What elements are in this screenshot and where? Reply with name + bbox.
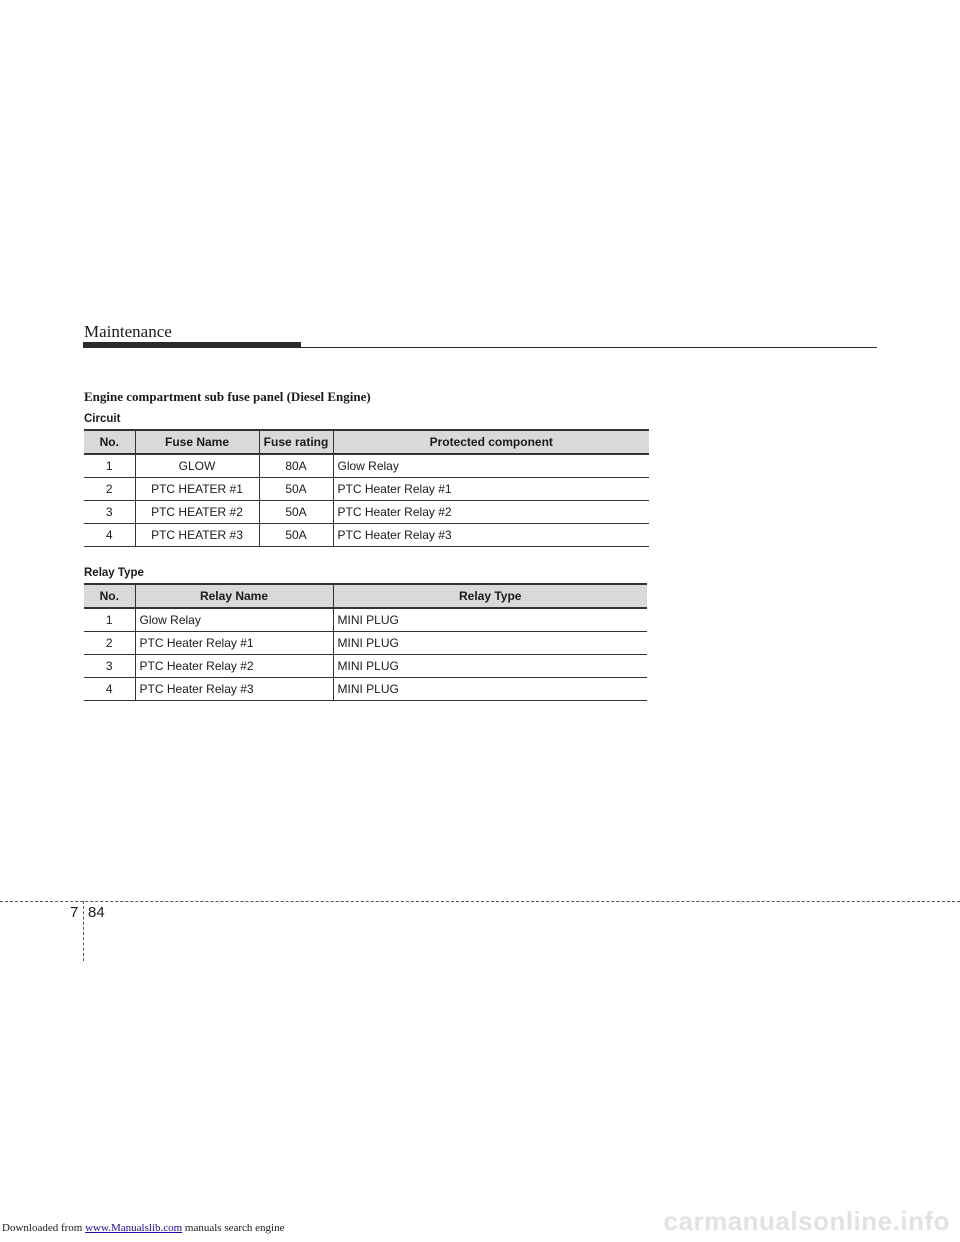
circuit-cell-no: 1 xyxy=(84,454,135,478)
table-row xyxy=(84,632,647,655)
circuit-cell-protected-component: PTC Heater Relay #3 xyxy=(333,524,649,547)
relay-cell-relay-name: PTC Heater Relay #3 xyxy=(135,678,333,701)
table-row xyxy=(84,454,649,478)
circuit-cell-fuse-name: GLOW xyxy=(135,454,259,478)
relay-cell-no: 2 xyxy=(84,632,135,655)
circuit-cell-fuse-name: PTC HEATER #1 xyxy=(135,478,259,501)
relay-table xyxy=(84,583,647,701)
download-prefix: Downloaded from xyxy=(2,1222,86,1234)
relay-header-row xyxy=(84,584,647,608)
footer-dashed-rule xyxy=(0,901,960,902)
circuit-header-row xyxy=(84,430,649,454)
download-suffix: manuals search engine xyxy=(182,1222,285,1234)
download-notice xyxy=(2,1222,284,1234)
relay-caption: Relay Type xyxy=(84,567,144,579)
circuit-header-fuse-name: Fuse Name xyxy=(135,430,259,454)
relay-cell-relay-type: MINI PLUG xyxy=(333,655,647,678)
header-rule-thin xyxy=(83,347,877,348)
relay-header-no: No. xyxy=(84,584,135,608)
section-title: Engine compartment sub fuse panel (Diesel Engine) xyxy=(84,389,371,404)
circuit-cell-protected-component: Glow Relay xyxy=(333,454,649,478)
circuit-table xyxy=(84,429,649,547)
relay-cell-relay-name: PTC Heater Relay #1 xyxy=(135,632,333,655)
chapter-number: 7 xyxy=(70,904,79,921)
manualslib-link[interactable]: www.Manualslib.com xyxy=(85,1222,183,1234)
table-row xyxy=(84,478,649,501)
circuit-cell-no: 4 xyxy=(84,524,135,547)
relay-cell-relay-name: PTC Heater Relay #2 xyxy=(135,655,333,678)
circuit-caption: Circuit xyxy=(84,413,121,425)
table-row xyxy=(84,655,647,678)
relay-header-relay-type: Relay Type xyxy=(333,584,647,608)
relay-cell-no: 4 xyxy=(84,678,135,701)
circuit-cell-no: 2 xyxy=(84,478,135,501)
circuit-cell-fuse-rating: 50A xyxy=(259,501,333,524)
circuit-header-no: No. xyxy=(84,430,135,454)
circuit-header-protected-component: Protected component xyxy=(333,430,649,454)
circuit-cell-fuse-name: PTC HEATER #2 xyxy=(135,501,259,524)
relay-cell-no: 3 xyxy=(84,655,135,678)
relay-cell-relay-type: MINI PLUG xyxy=(333,608,647,632)
page-header-title: Maintenance xyxy=(84,322,172,341)
circuit-cell-protected-component: PTC Heater Relay #2 xyxy=(333,501,649,524)
relay-cell-relay-type: MINI PLUG xyxy=(333,632,647,655)
circuit-cell-fuse-rating: 50A xyxy=(259,478,333,501)
circuit-header-fuse-rating: Fuse rating xyxy=(259,430,333,454)
relay-cell-no: 1 xyxy=(84,608,135,632)
circuit-cell-protected-component: PTC Heater Relay #1 xyxy=(333,478,649,501)
circuit-cell-fuse-rating: 80A xyxy=(259,454,333,478)
table-row xyxy=(84,501,649,524)
circuit-cell-fuse-rating: 50A xyxy=(259,524,333,547)
footer-dashed-divider xyxy=(83,901,84,961)
circuit-cell-fuse-name: PTC HEATER #3 xyxy=(135,524,259,547)
table-row xyxy=(84,608,647,632)
watermark: carmanualsonline.info xyxy=(663,1206,950,1236)
relay-cell-relay-name: Glow Relay xyxy=(135,608,333,632)
circuit-cell-no: 3 xyxy=(84,501,135,524)
relay-header-relay-name: Relay Name xyxy=(135,584,333,608)
page-number: 84 xyxy=(88,904,105,921)
relay-cell-relay-type: MINI PLUG xyxy=(333,678,647,701)
table-row xyxy=(84,524,649,547)
table-row xyxy=(84,678,647,701)
